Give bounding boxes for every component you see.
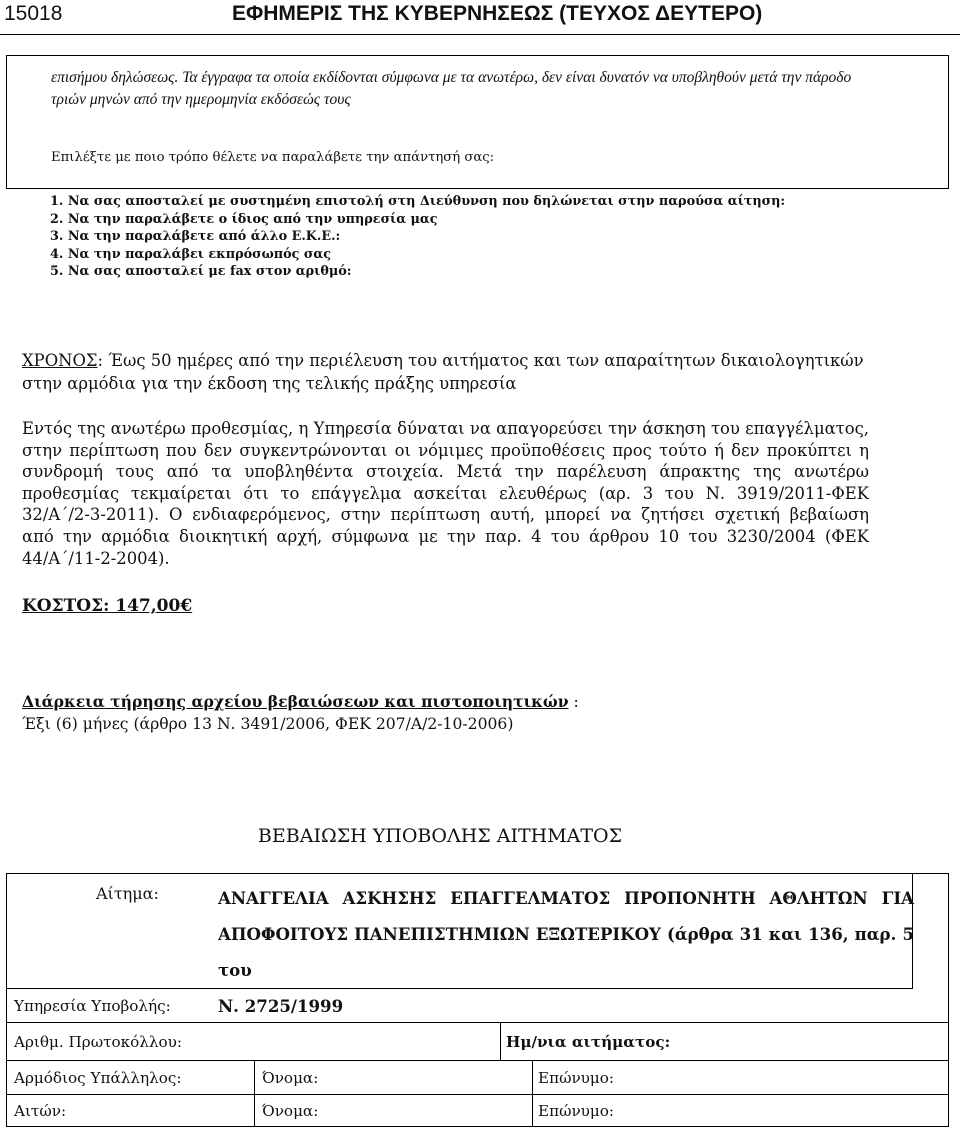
officer-surname-label: Επώνυμο: [538,1069,615,1087]
request-date-label: Ημ/νια αιτήματος: [506,1033,671,1051]
time-line-2: στην αρμόδια για την έκδοση της τελικής πράξης υπηρεσία [22,374,517,393]
delivery-options [50,193,785,281]
instructions-box [6,55,949,189]
certificate-title: ΒΕΒΑΙΩΣΗ ΥΠΟΒΟΛΗΣ ΑΙΤΗΜΑΤΟΣ [257,825,623,847]
retention-label: Διάρκεια τήρησης αρχείου βεβαιώσεων και πιστοποιητικών [22,692,569,711]
protocol-number-label: Αριθμ. Πρωτοκόλλου: [14,1033,183,1051]
officer-name-label: Όνομα: [262,1069,319,1087]
paragraph-line: από την αρμόδια διοικητική αρχή, σύμφωνα με την παρ. 4 του άρθρου 10 του 3230/2004 (ΦΕΚ [22,526,869,546]
instructions-line-2: τριών μηνών από την ημερομηνία εκδόσεώς τους [51,91,351,108]
delivery-prompt: Επιλέξτε με ποιο τρόπο θέλετε να παραλάβετε την απάντησή σας: [51,150,495,165]
gazette-title: ΕΦΗΜΕΡΙΣ ΤΗΣ ΚΥΒΕΡΝΗΣΕΩΣ (ΤΕΥΧΟΣ ΔΕΥΤΕΡΟ) [232,2,763,25]
request-text [218,880,914,1024]
column-divider [254,1060,255,1127]
time-label: ΧΡΟΝΟΣ [22,351,98,370]
paragraph-line: 44/Α΄/11-2-2004). [22,548,170,568]
legal-paragraph [22,418,869,569]
submission-service-label: Υπηρεσία Υποβολής: [14,997,171,1015]
officer-label: Αρμόδιος Υπάλληλος: [14,1069,182,1087]
retention-value: Έξι (6) μήνες (άρθρο 13 Ν. 3491/2006, ΦΕΚ 207/Α/2-10-2006) [22,715,514,733]
column-divider [532,1060,533,1127]
retention-period [22,691,579,735]
column-divider [500,1022,501,1060]
request-line-1: ΑΝΑΓΓΕΛΙΑ ΑΣΚΗΣΗΣ ΕΠΑΓΓΕΛΜΑΤΟΣ ΠΡΟΠΟΝΗΤΗ ΑΘΛΗΤΩΝ ΓΙΑ [218,888,914,908]
paragraph-line: στην περίπτωση που δεν συγκεντρώνονται οι νόμιμες προϋποθέσεις προς τούτο ή δεν προκύπτει η [22,440,869,460]
page-number: 15018 [4,2,63,25]
applicant-label: Αιτών: [14,1102,67,1120]
delivery-option-2: 2. Να την παραλάβετε ο ίδιος από την υπηρεσία μας [50,211,438,227]
retention-separator: : [568,693,579,711]
applicant-surname-label: Επώνυμο: [538,1102,615,1120]
instructions-line-1: επισήμου δηλώσεως. Τα έγγραφα τα οποία εκδίδονται σύμφωνα με τα ανωτέρω, δεν είναι δυνατόν να υποβληθούν μετά την πάροδο [51,69,852,86]
request-label: Αίτημα: [96,884,159,903]
row-divider [6,1094,949,1095]
processing-time [22,349,864,395]
delivery-option-4: 4. Να την παραλάβει εκπρόσωπός σας [50,246,332,262]
paragraph-line: προθεσμίας τεκμαίρεται ότι το επάγγελμα ασκείται ελευθέρως (αρ. 3 του Ν. 3919/2011-ΦΕΚ [22,483,869,503]
request-line-3: Ν. 2725/1999 [218,996,344,1016]
delivery-option-1: 1. Να σας αποσταλεί με συστημένη επιστολή στη Διεύθυνση που δηλώνεται στην παρούσα αίτηση: [50,194,786,209]
request-line-2: ΑΠΟΦΟΙΤΟΥΣ ΠΑΝΕΠΙΣΤΗΜΙΩΝ ΕΞΩΤΕΡΙΚΟΥ (άρθρα 31 και 136, παρ. 5 του [218,924,914,980]
row-divider [6,1060,949,1061]
header-rule [0,34,960,35]
paragraph-line: Εντός της ανωτέρω προθεσμίας, η Υπηρεσία δύναται να απαγορεύσει την άσκηση του επαγγέλματος, [22,419,869,438]
applicant-name-label: Όνομα: [262,1102,319,1120]
delivery-option-3: 3. Να την παραλάβετε από άλλο Ε.Κ.Ε.: [50,229,341,245]
cost: ΚΟΣΤΟΣ: 147,00€ [22,596,193,616]
delivery-option-5: 5. Να σας αποσταλεί με fax στον αριθμό: [50,264,352,280]
paragraph-line: 32/Α΄/2-3-2011). Ο ενδιαφερόμενος, στην περίπτωση αυτή, μπορεί να ζητήσει σχετική βεβαίωση [22,505,869,525]
paragraph-line: συνδρομή τους από τα υποβληθέντα στοιχεία. Μετά την παρέλευση άπρακτης της ανωτέρω [22,462,869,482]
time-line-1: : Έως 50 ημέρες από την περιέλευση του αιτήματος και των απαραίτητων δικαιολογητικών [97,351,864,370]
